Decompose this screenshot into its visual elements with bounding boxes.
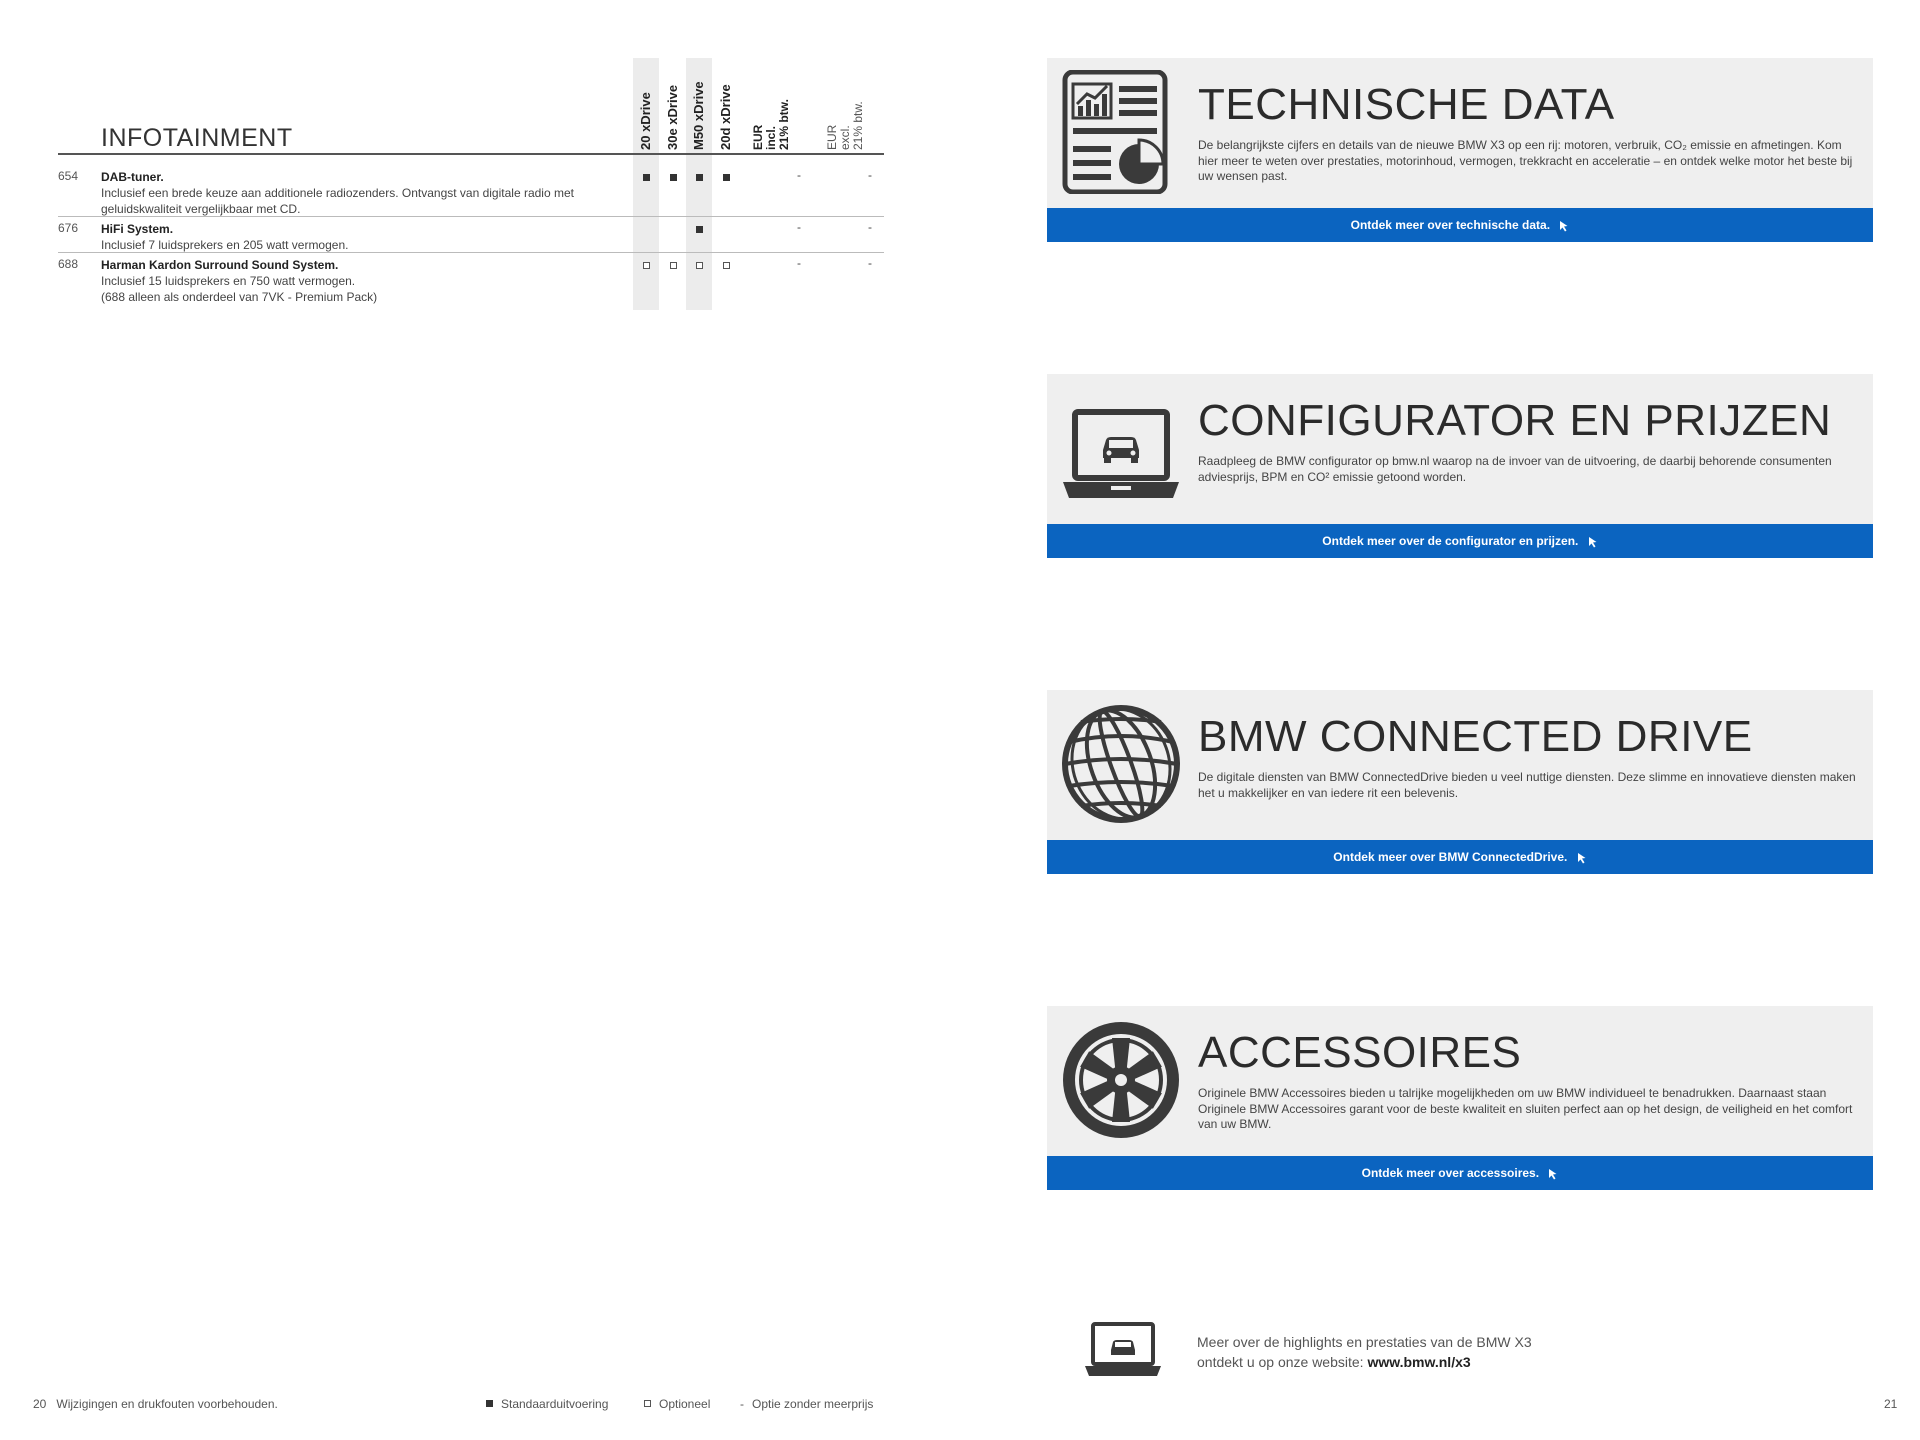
disclaimer: Wijzigingen en drukfouten voorbehouden. [56, 1397, 278, 1411]
laptop-car-icon [1059, 386, 1183, 510]
standard-mark [670, 174, 677, 181]
table-row [58, 257, 884, 307]
option-description: (688 alleen als onderdeel van 7VK - Premium Pack) [101, 290, 378, 304]
table-row [58, 221, 884, 251]
price-excl: - [868, 168, 872, 182]
optional-mark [696, 262, 703, 269]
option-name: Harman Kardon Surround Sound System. [101, 258, 339, 272]
standard-mark [723, 174, 730, 181]
column-header-price-incl: EUR incl. 21% btw. [751, 99, 791, 150]
footer-left [33, 1397, 278, 1411]
column-header-price-excl: EUR excl. 21% btw. [825, 101, 865, 150]
option-name: HiFi System. [101, 222, 174, 236]
option-text [101, 221, 671, 253]
optional-mark [723, 262, 730, 269]
column-header: M50 xDrive [691, 81, 706, 150]
standard-mark [696, 226, 703, 233]
website-note: Meer over de highlights en prestaties van de BMW X3 ontdekt u op onze website: www.bmw.nl/x3 [1197, 1334, 1532, 1370]
wheel-icon [1059, 1018, 1183, 1142]
option-description: Inclusief een brede keuze aan additionele radiozenders. Ontvangst van digitale radio met [101, 186, 574, 200]
page-number: 20 [33, 1397, 47, 1411]
price-excl: - [868, 220, 872, 234]
option-name: DAB-tuner. [101, 170, 164, 184]
option-code: 688 [58, 257, 79, 271]
dash-symbol: - [740, 1397, 744, 1411]
laptop-car-icon [1083, 1320, 1163, 1380]
optional-mark-icon [644, 1400, 651, 1407]
standard-mark-icon [486, 1400, 493, 1407]
card-configurator [1047, 374, 1873, 558]
option-text [101, 169, 671, 217]
card-title: CONFIGURATOR EN PRIJZEN [1198, 396, 1832, 445]
optional-mark [643, 262, 650, 269]
row-divider [58, 216, 884, 217]
legend-standard: Standaarduitvoering [486, 1397, 608, 1411]
card-title: TECHNISCHE DATA [1198, 80, 1615, 129]
option-text [101, 257, 671, 305]
column-header: 20 xDrive [638, 92, 653, 150]
optional-mark [670, 262, 677, 269]
price-incl: - [797, 168, 801, 182]
card-technische-data [1047, 58, 1873, 242]
technical-data-icon [1059, 70, 1183, 194]
page-number: 21 [1884, 1397, 1898, 1411]
standard-mark [643, 174, 650, 181]
card-title: ACCESSOIRES [1198, 1028, 1522, 1077]
section-title: INFOTAINMENT [101, 124, 293, 152]
column-header: 30e xDrive [665, 84, 680, 150]
cursor-icon [1548, 1168, 1558, 1180]
card-title: BMW CONNECTED DRIVE [1198, 712, 1753, 761]
header-divider [58, 153, 884, 155]
connected-drive-link-button[interactable]: Ontdek meer over BMW ConnectedDrive. [1047, 840, 1873, 874]
legend-no-extra-cost: - Optie zonder meerprijs [740, 1397, 874, 1411]
price-incl: - [797, 256, 801, 270]
standard-mark [696, 174, 703, 181]
column-header: 20d xDrive [718, 84, 733, 150]
website-link[interactable]: www.bmw.nl/x3 [1367, 1354, 1471, 1370]
price-excl: - [868, 256, 872, 270]
card-description: Raadpleeg de BMW configurator op bmw.nl waarop na de invoer van de uitvoering, de daarbij behorende consumenten adviesprijs, BPM en CO² emissie getoond worden. [1198, 454, 1832, 484]
price-incl: - [797, 220, 801, 234]
option-description: Inclusief 7 luidsprekers en 205 watt vermogen. [101, 238, 349, 252]
technische-data-link-button[interactable]: Ontdek meer over technische data. [1047, 208, 1873, 242]
legend-optional: Optioneel [644, 1397, 710, 1411]
card-description: Originele BMW Accessoires bieden u talrijke mogelijkheden om uw BMW individueel te benadrukken. Daarnaast staan Originele BMW Accessoires garant voor de beste kwaliteit en sluiten perfect aan op het design, de veiligheid en het comfort van uw BMW. [1198, 1086, 1853, 1131]
card-connected-drive [1047, 690, 1873, 874]
option-description: geluidskwaliteit vergelijkbaar met CD. [101, 202, 301, 216]
option-code: 654 [58, 169, 79, 183]
row-divider [58, 252, 884, 253]
option-description: Inclusief 15 luidsprekers en 750 watt vermogen. [101, 274, 356, 288]
cursor-icon [1559, 220, 1569, 232]
card-accessoires [1047, 1006, 1873, 1190]
card-description: De belangrijkste cijfers en details van de nieuwe BMW X3 op een rij: motoren, verbruik, CO₂ emissie en afmetingen. Kom hier meer te weten over prestaties, motorinhoud, vermogen, trekkracht en acceleratie – en ontdek welke motor het beste bij uw wensen past. [1198, 138, 1853, 183]
table-row [58, 169, 884, 216]
globe-icon [1059, 702, 1183, 826]
card-description: De digitale diensten van BMW ConnectedDrive bieden u veel nuttige diensten. Deze slimme en innovatieve diensten maken het u makkelijker en van iedere rit een belevenis. [1198, 770, 1856, 800]
cursor-icon [1577, 852, 1587, 864]
cursor-icon [1588, 536, 1598, 548]
accessoires-link-button[interactable]: Ontdek meer over accessoires. [1047, 1156, 1873, 1190]
configurator-link-button[interactable]: Ontdek meer over de configurator en prijzen. [1047, 524, 1873, 558]
option-code: 676 [58, 221, 79, 235]
